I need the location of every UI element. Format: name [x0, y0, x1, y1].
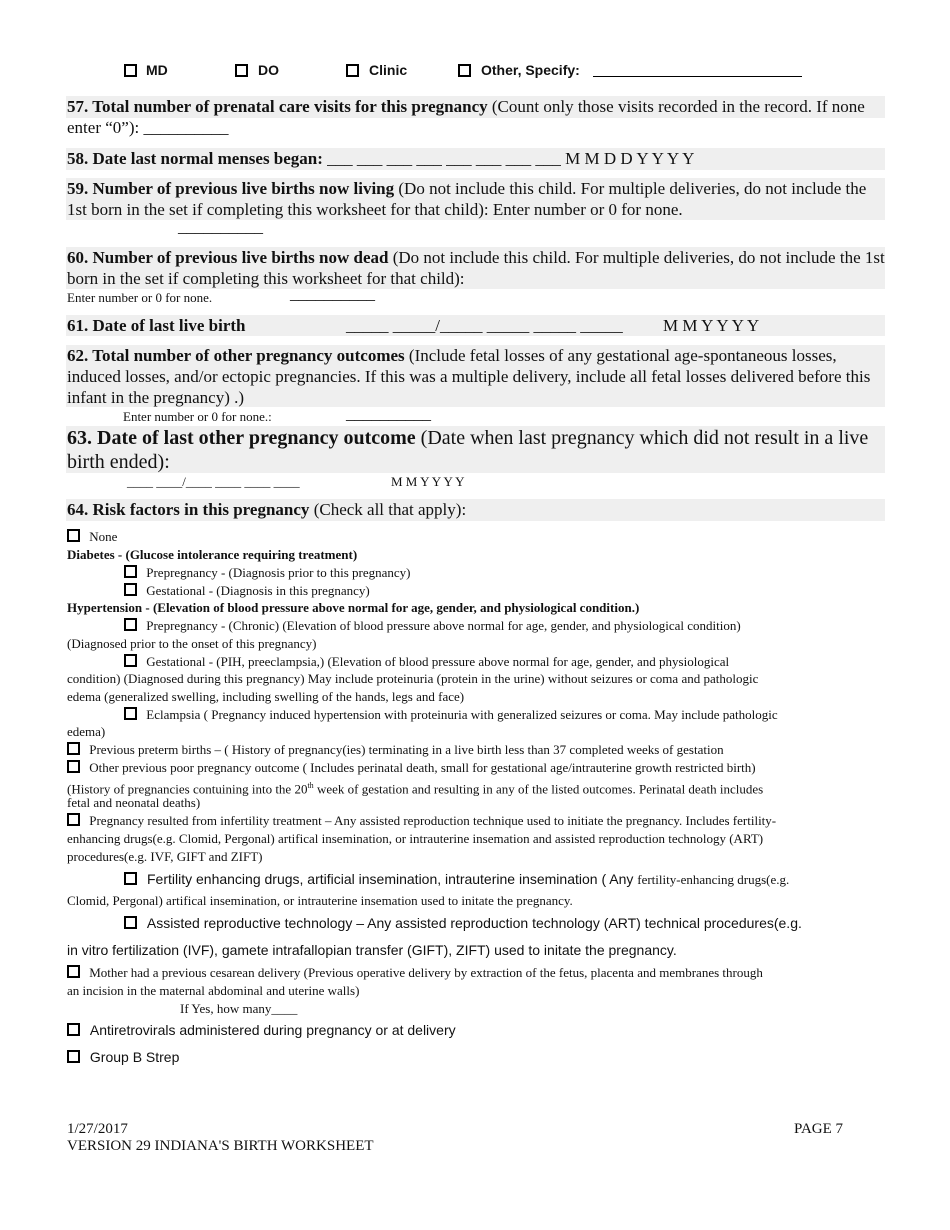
art-label-2: in vitro fertilization (IVF), gamete intrafallopian transfer (GIFT), ZIFT) used to initate the pregnancy.: [67, 942, 677, 958]
q58: [67, 148, 694, 169]
cesarean-label-2: an incision in the maternal abdominal and uterine walls): [67, 983, 360, 998]
q59-answer-line[interactable]: __________: [178, 217, 263, 236]
footer-date: 1/27/2017: [67, 1121, 128, 1137]
infertility-checkbox[interactable]: [67, 813, 80, 826]
q64-text: (Check all that apply):: [309, 500, 467, 519]
q63-text: (Date when last pregnancy which did not result in a live birth ended):: [67, 427, 869, 473]
prepregnancy-hypertension-label-2: (Diagnosed prior to the onset of this pregnancy): [67, 636, 317, 651]
group-b-strep-label: Group B Strep: [89, 1049, 180, 1065]
infertility-label-3: procedures(e.g. IVF, GIFT and ZIFT): [67, 849, 263, 864]
risk-prepregnancy-hypertension: [124, 617, 741, 634]
q60-enter-label: Enter number or 0 for none.: [67, 290, 213, 305]
prepregnancy-hypertension-checkbox[interactable]: [124, 618, 137, 631]
md-checkbox[interactable]: [124, 64, 137, 77]
q61-blanks[interactable]: _____ _____/_____ _____ _____ _____: [346, 316, 623, 335]
prepregnancy-diabetes-checkbox[interactable]: [124, 565, 137, 578]
prepregnancy-diabetes-label: Prepregnancy - (Diagnosis prior to this pregnancy): [146, 565, 411, 580]
md-label: MD: [146, 62, 168, 78]
gestational-hypertension-label-2: condition) (Diagnosed during this pregnancy) May include proteinuria (protein in the urine) without seizures or coma and pathologic: [67, 671, 759, 686]
q59: [67, 178, 885, 220]
q62: [67, 345, 885, 408]
other-specify-line[interactable]: [593, 76, 802, 77]
q60-answer-line[interactable]: __________: [290, 284, 375, 303]
poor-outcome-checkbox[interactable]: [67, 760, 80, 773]
art-label-1: Assisted reproductive technology – Any assisted reproduction technology (ART) technical procedures(e.g.: [146, 915, 802, 931]
poor-outcome-label-3: fetal and neonatal deaths): [67, 795, 201, 810]
gestational-hypertension-checkbox[interactable]: [124, 654, 137, 667]
q58-blanks[interactable]: ___ ___ ___ ___ ___ ___ ___ ___: [322, 149, 566, 168]
q59-text: (Do not include this child. For multiple deliveries, do not include the 1st born in the set if completing this worksheet for that child): Enter number or 0 for none.: [67, 179, 867, 219]
cesarean-checkbox[interactable]: [67, 965, 80, 978]
risk-art: [124, 915, 802, 931]
eclampsia-label-1: Eclampsia ( Pregnancy induced hypertension with proteinuria with generalized seizures or coma. May include pathologic: [146, 707, 778, 722]
poor-outcome-label-2b: week of gestation and resulting in any of the listed outcomes. Perinatal death includes: [313, 781, 764, 797]
risk-none: [67, 528, 117, 545]
q62-text: (Include fetal losses of any gestational age-spontaneous losses, induced losses, and/or ectopic pregnancies. If this was a multiple delivery, include all fetal losses delivered before this infant in the pregnancy) .): [67, 346, 871, 407]
none-checkbox[interactable]: [67, 529, 80, 542]
hypertension-heading: Hypertension - (Elevation of blood pressure above normal for age, gender, and physiological condition.): [67, 600, 640, 615]
q62-enter-label: Enter number or 0 for none.:: [123, 409, 272, 424]
art-checkbox[interactable]: [124, 916, 137, 929]
fertility-drugs-checkbox[interactable]: [124, 872, 137, 885]
risk-fertility-drugs: [124, 871, 789, 889]
q57: [67, 96, 885, 138]
q63-title: 63. Date of last other pregnancy outcome: [67, 427, 416, 449]
fertility-drugs-label-1a: Fertility enhancing drugs, artificial insemination, intrauterine insemination ( Any: [147, 871, 638, 887]
do-checkbox[interactable]: [235, 64, 248, 77]
other-label: Other, Specify:: [481, 62, 580, 78]
fertility-drugs-label-2: Clomid, Pergonal) artifical insemination, or intrauterine insemation used to initate the pregnancy.: [67, 893, 573, 908]
group-b-strep-checkbox[interactable]: [67, 1050, 80, 1063]
risk-eclampsia: [124, 706, 778, 723]
poor-outcome-superscript: th: [307, 781, 314, 790]
q62-answer-line[interactable]: __________: [346, 404, 431, 423]
q62-title: 62. Total number of other pregnancy outcomes: [67, 346, 405, 365]
q60-title: 60. Number of previous live births now dead: [67, 248, 389, 267]
q63-format: M M Y Y Y Y: [391, 474, 465, 489]
eclampsia-label-2: edema): [67, 724, 106, 739]
gestational-diabetes-label: Gestational - (Diagnosis in this pregnancy): [146, 583, 370, 598]
risk-infertility: [67, 812, 776, 829]
previous-preterm-label: Previous preterm births – ( History of pregnancy(ies) terminating in a live birth less than 37 completed weeks of gestation: [89, 742, 724, 757]
infertility-label-2: enhancing drugs(e.g. Clomid, Pergonal) artifical insemination, or intrauterine insemation and assisted reproduction technology (ART): [67, 831, 764, 846]
risk-previous-preterm: [67, 741, 724, 758]
previous-preterm-checkbox[interactable]: [67, 742, 80, 755]
q58-title: 58. Date last normal menses began:: [67, 149, 323, 168]
gestational-hypertension-label-3: edema (generalized swelling, including swelling of the hands, legs and face): [67, 689, 465, 704]
diabetes-heading: Diabetes - (Glucose intolerance requiring treatment): [67, 547, 358, 562]
fertility-drugs-label-1b: fertility-enhancing drugs(e.g.: [637, 872, 790, 887]
q61-format: M M Y Y Y Y: [663, 316, 760, 335]
q57-title: 57. Total number of prenatal care visits for this pregnancy: [67, 97, 488, 116]
risk-gestational-hypertension: [124, 653, 729, 670]
cesarean-how-many[interactable]: If Yes, how many____: [180, 1001, 298, 1016]
gestational-diabetes-checkbox[interactable]: [124, 583, 137, 596]
infertility-label-1: Pregnancy resulted from infertility treatment – Any assisted reproduction technique used to initiate the pregnancy. Includes fertility-: [89, 813, 777, 828]
footer-page: PAGE 7: [794, 1121, 844, 1137]
q61-title: 61. Date of last live birth: [67, 316, 246, 335]
q63-blanks[interactable]: ____ ____/____ ____ ____ ____: [127, 474, 300, 489]
prepregnancy-hypertension-label-1: Prepregnancy - (Chronic) (Elevation of blood pressure above normal for age, gender, and physiological condition): [146, 618, 741, 633]
q61: [67, 315, 245, 336]
risk-group-b-strep: [67, 1049, 179, 1065]
q58-format: M M D D Y Y Y Y: [565, 149, 695, 168]
footer-version: VERSION 29 INDIANA'S BIRTH WORKSHEET: [67, 1138, 374, 1154]
q60: [67, 247, 885, 289]
cesarean-label-1: Mother had a previous cesarean delivery (Previous operative delivery by extraction of the fetus, placenta and membranes through: [89, 965, 763, 980]
q64-title: 64. Risk factors in this pregnancy: [67, 500, 310, 519]
poor-outcome-label-2a: (History of pregnancies contuining into the 20: [67, 781, 308, 797]
q57-text: (Count only those visits recorded in the record. If none enter “0”): __________: [67, 97, 865, 137]
poor-outcome-label-1: Other previous poor pregnancy outcome ( Includes perinatal death, small for gestational age/intrauterine growth restricted birth): [89, 760, 756, 775]
gestational-hypertension-label-1: Gestational - (PIH, preeclampsia,) (Elevation of blood pressure above normal for age, gender, and physiological: [146, 654, 730, 669]
risk-antiretrovirals: [67, 1022, 456, 1038]
risk-prepregnancy-diabetes: [124, 564, 411, 581]
none-label: None: [89, 529, 118, 544]
other-checkbox[interactable]: [458, 64, 471, 77]
q59-title: 59. Number of previous live births now living: [67, 179, 395, 198]
q64: [67, 499, 466, 520]
q60-text: (Do not include this child. For multiple deliveries, do not include the 1st born in the set if completing this worksheet for that child):: [67, 248, 885, 288]
clinic-label: Clinic: [369, 62, 408, 78]
q63: [67, 426, 887, 474]
risk-poor-outcome: [67, 759, 756, 776]
antiretrovirals-label: Antiretrovirals administered during pregnancy or at delivery: [89, 1022, 456, 1038]
risk-gestational-diabetes: [124, 582, 370, 599]
clinic-checkbox[interactable]: [346, 64, 359, 77]
risk-cesarean: [67, 964, 763, 981]
do-label: DO: [258, 62, 279, 78]
eclampsia-checkbox[interactable]: [124, 707, 137, 720]
antiretrovirals-checkbox[interactable]: [67, 1023, 80, 1036]
